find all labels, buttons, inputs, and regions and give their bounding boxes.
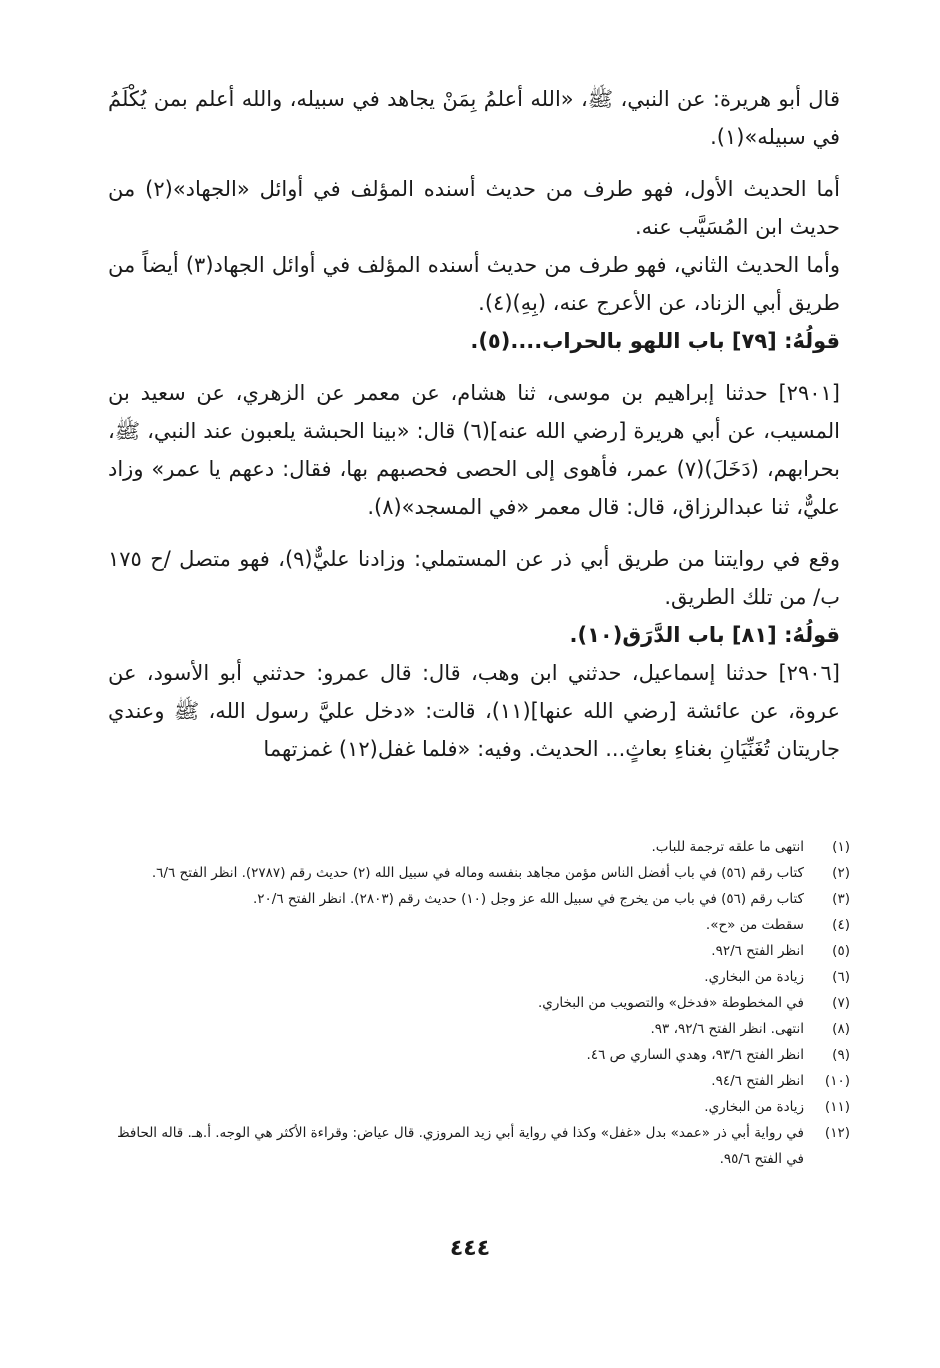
footnote <box>108 1016 850 1042</box>
hadith-2901: [٢٩٠١] حدثنا إبراهيم بن موسى، ثنا هشام، عن معمر عن الزهري، عن سعيد بن المسيب، عن أبي هريرة [رضي الله عنه](٦) قال: «بينا الحبشة يلعبون عند النبي، ﷺ، بحرابهم، (دَخَلَ)(٧) عمر، فأهوى إلى الحصى فحصبهم بها، فقال: دعهم يا عمر» وزاد عليٌّ، ثنا عبدالرزاق، قال: قال معمر «في المسجد»(٨). <box>108 381 840 519</box>
footnote-text: انتهى. انظر الفتح ٩٢/٦، ٩٣. <box>650 1021 804 1037</box>
paragraph-second-hadith: وأما الحديث الثاني، فهو طرف من حديث أسنده المؤلف في أوائل الجهاد(٣) أيضاً من طريق أبي الزناد، عن الأعرج عنه، (بِهِ)(٤). <box>108 253 840 315</box>
footnote-text: في رواية أبي ذر «عمد» بدل «غفل» وكذا في رواية أبي زيد المروزي. قال عياض: وقراءة الأكثر هي الوجه. أ.هـ. قاله الحافظ في الفتح ٩٥/٦. <box>117 1125 804 1167</box>
footnote-text: زيادة من البخاري. <box>704 969 804 985</box>
footnote-number: (٢) <box>832 865 850 881</box>
chapter-heading-79: قولُهُ: [٧٩] باب اللهو بالحراب....(٥). <box>470 329 840 353</box>
footnote <box>108 834 850 860</box>
footnote-number: (١٠) <box>824 1073 850 1089</box>
paragraph-riwaya: وقع في روايتنا من طريق أبي ذر عن المستملي: وزادنا عليٌّ(٩)، فهو متصل /ح ١٧٥ ب/ من تلك الطريق. <box>108 547 840 609</box>
footnote <box>108 912 850 938</box>
footnote-text: انظر الفتح ٩٢/٦. <box>711 943 804 959</box>
footnote-number: (٥) <box>832 943 850 959</box>
footnote-number: (١٢) <box>824 1125 850 1141</box>
footnote-text: كتاب رقم (٥٦) في باب من يخرج في سبيل الله عز وجل (١٠) حديث رقم (٢٨٠٣). انظر الفتح ٢٠/٦. <box>253 891 804 907</box>
footnote-number: (٣) <box>832 891 850 907</box>
footnote-number: (٩) <box>832 1047 850 1063</box>
footnote-number: (٧) <box>832 995 850 1011</box>
main-text <box>108 80 840 768</box>
footnote-text: انظر الفتح ٩٤/٦. <box>711 1073 804 1089</box>
footnote <box>108 860 850 886</box>
footnote <box>108 1094 850 1120</box>
footnote-text: في المخطوطة «فدخل» والتصويب من البخاري. <box>537 995 804 1011</box>
chapter-heading-81: قولُهُ: [٨١] باب الدَّرَق(١٠). <box>569 623 840 647</box>
footnote-number: (٤) <box>832 917 850 933</box>
footnote-number: (١) <box>832 839 850 855</box>
footnote <box>108 1068 850 1094</box>
footnote-text: انظر الفتح ٩٣/٦، وهدي الساري ص ٤٦. <box>586 1047 804 1063</box>
footnote <box>108 1042 850 1068</box>
footnote <box>108 990 850 1016</box>
footnotes <box>108 834 850 1172</box>
footnote-text: كتاب رقم (٥٦) في باب أفضل الناس مؤمن مجاهد بنفسه وماله في سبيل الله (٢) حديث رقم (٢٧٨٧). انظر الفتح ٦/٦. <box>151 865 804 881</box>
paragraph-first-hadith: أما الحديث الأول، فهو طرف من حديث أسنده المؤلف في أوائل «الجهاد»(٢) من حديث ابن المُسَيَّب عنه. <box>108 177 841 239</box>
footnote <box>108 1120 850 1172</box>
paragraph-abu-hurayra: قال أبو هريرة: عن النبي، ﷺ، «الله أعلمُ بِمَنْ يجاهد في سبيله، والله أعلم بمن يُكْلَمُ في سبيله»(١). <box>108 87 840 149</box>
footnote-text: زيادة من البخاري. <box>704 1099 804 1115</box>
hadith-2906: [٢٩٠٦] حدثنا إسماعيل، حدثني ابن وهب، قال: قال عمرو: حدثني أبو الأسود، عن عروة، عن عائشة [رضي الله عنها](١١)، قالت: «دخل عليَّ رسول الله، ﷺ وعندي جاريتان تُغَنِّيَانِ بغناءِ بعاثٍ... الحديث. وفيه: «فلما غفل(١٢) غمزتهما <box>108 661 840 761</box>
footnote-number: (١١) <box>824 1099 850 1115</box>
footnote-text: انتهى ما علقه ترجمة للباب. <box>651 839 804 855</box>
footnote <box>108 938 850 964</box>
footnote-text: سقطت من «ح». <box>705 917 804 933</box>
footnote-number: (٨) <box>832 1021 850 1037</box>
footnote <box>108 964 850 990</box>
footnote-number: (٦) <box>832 969 850 985</box>
page-number: ٤٤٤ <box>449 1236 491 1261</box>
footnote <box>108 886 850 912</box>
